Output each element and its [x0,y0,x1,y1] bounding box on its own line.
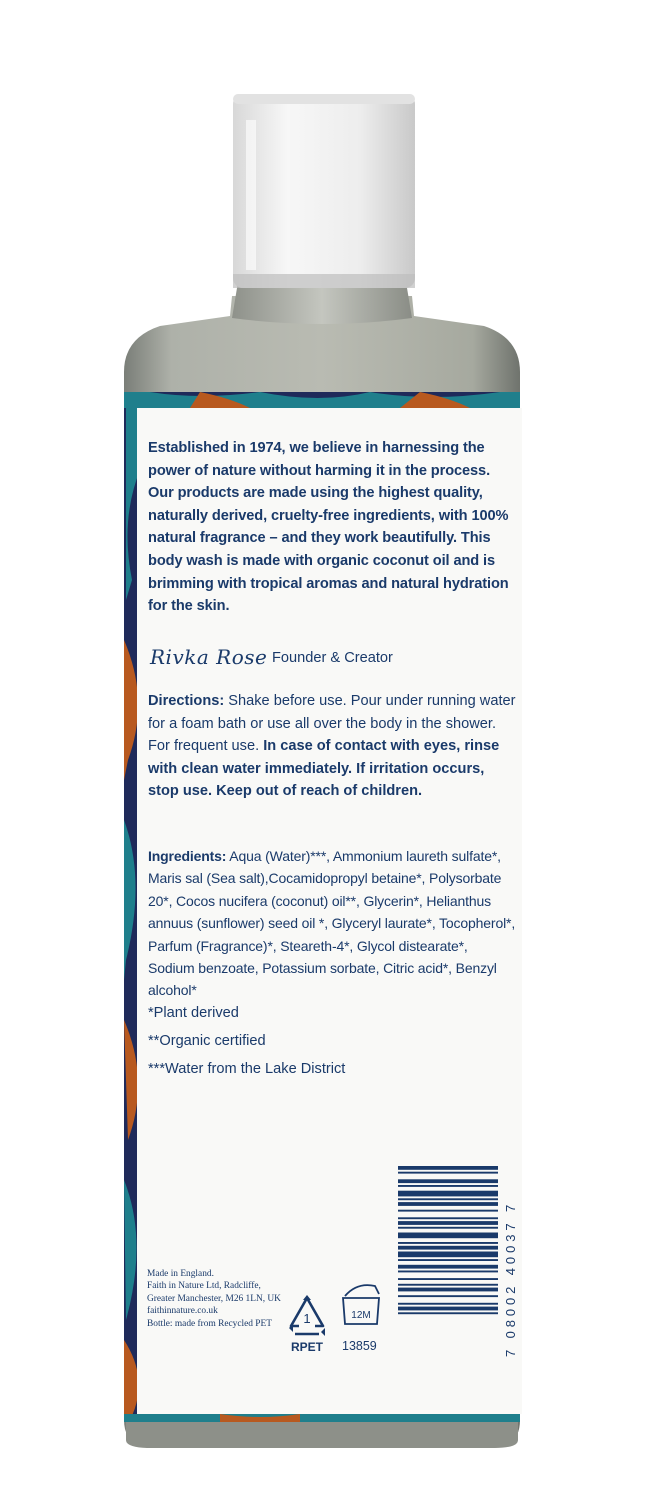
barcode-bar [398,1198,498,1200]
barcode-bar [398,1246,498,1250]
company-address: Faith in Nature Ltd, Radcliffe, [147,1281,261,1292]
barcode-bar [398,1242,498,1244]
footnote-water: ***Water from the Lake District [148,1061,346,1077]
barcode [398,1160,516,1360]
barcode-bar [398,1191,498,1197]
cap-top [233,94,415,104]
barcode-bar [398,1202,498,1206]
barcode-bar [398,1295,498,1297]
directions-text: Shake before use. Pour under running water for a foam bath or use all over the body in the shower. For frequent use. [148,693,516,755]
ingredients [148,845,516,1002]
barcode-bar [398,1278,498,1280]
company-website: faithinnature.co.uk [147,1306,218,1317]
bottle-material: Bottle: made from Recycled PET [147,1318,272,1329]
barcode-bar [398,1179,498,1183]
barcode-bar [398,1259,498,1261]
directions-heading: Directions: [148,693,225,709]
barcode-bar [398,1210,498,1212]
barcode-bar [398,1233,498,1239]
bottle-neck [232,282,412,324]
barcode-bar [398,1185,498,1187]
ingredients-heading: Ingredients: [148,848,227,864]
period-after-opening: 12M [351,1310,371,1321]
barcode-bar [398,1271,498,1273]
cap-highlight [246,120,256,270]
brand-intro: Established in 1974, we believe in harnessing the power of nature without harming it in the process. Our products are made using the highest quality, naturally derived, cruelty-free ingredients, with 100% natural fragrance – and they work beautifully. This body wash is made with organic coconut oil and is brimming with tropical aromas and natural hydration for the skin. [148,440,509,615]
barcode-bar [398,1312,498,1314]
company-region: Greater Manchester, M26 1LN, UK [147,1293,281,1304]
made-in: Made in England. [147,1269,214,1279]
founder-title: Founder & Creator [272,650,393,666]
signature-row [148,645,516,675]
barcode-bar [398,1252,498,1258]
directions-warning: In case of contact with eyes, rinse with clean water immediately. If irritation occurs, stop use. Keep out of reach of children. [148,738,500,800]
bottle-base [126,1422,518,1448]
barcode-bar [398,1221,498,1225]
barcode-bar [398,1288,498,1292]
barcode-bar [398,1166,498,1170]
footnote-organic: **Organic certified [148,1033,266,1049]
open-jar-icon [337,1280,385,1330]
cap-rim [233,274,415,288]
recycle-number: 1 [303,1311,311,1326]
barcode-bar [398,1172,498,1174]
bottle-cap [233,94,415,288]
barcode-digits: 7 08002 40037 7 [503,1200,518,1357]
ingredients-list: Aqua (Water)***, Ammonium laureth sulfate*, Maris sal (Sea salt),Cocamidopropyl betaine*, Polysorbate 20*, Cocos nucifera (coconut) oil**, Glycerin*, Helianthus annuus (sunflower) seed oil *, Glyceryl laurate*, Tocopherol*, Parfum (Fragrance)*, Steareth-4*, Glycol distearate*, Sodium benzoate, Potassium sorbate, Citric acid*, Benzyl alcohol* [148,848,516,999]
barcode-bar [398,1227,498,1229]
directions [148,690,516,803]
barcode-bar [398,1303,498,1305]
barcode-bar [398,1307,498,1311]
barcode-bar [398,1265,498,1269]
founder-signature: Rivka Rose [150,645,268,669]
manufacturer-info [147,1268,307,1330]
batch-code: 13859 [342,1339,377,1353]
recycle-material: RPET [291,1340,324,1354]
footnote-plant-derived: *Plant derived [148,1005,239,1021]
barcode-bar [398,1284,498,1286]
barcode-bar [398,1217,498,1219]
